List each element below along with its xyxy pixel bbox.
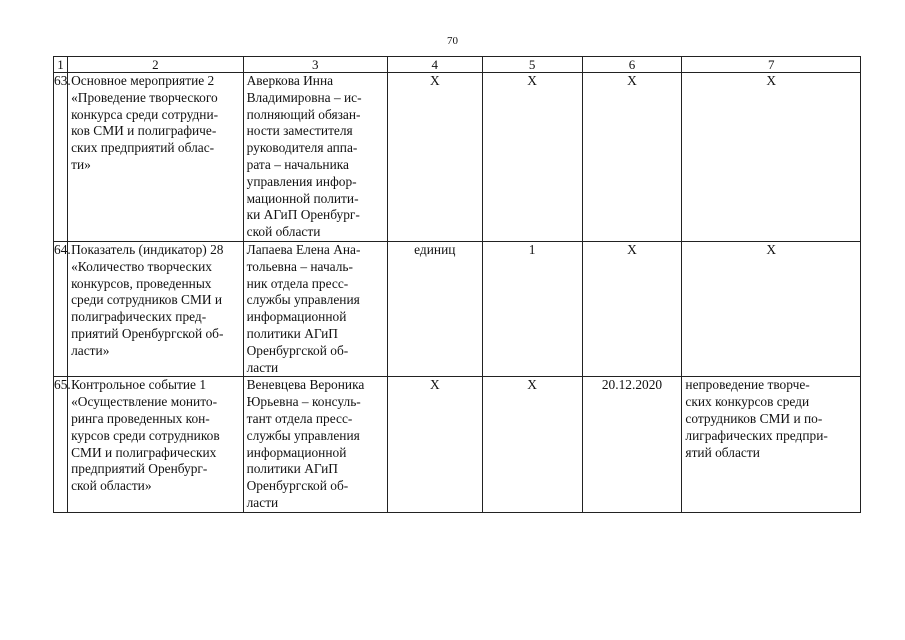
row-col5-cell: 1 bbox=[482, 241, 582, 376]
row-name-cell: Показатель (индикатор) 28 «Количество творческих конкурсов, проведенных среди сотрудников СМИ и полиграфических пред- приятий Оренбургской об- ласти» bbox=[68, 241, 244, 376]
row-col7-cell: непроведение творче- ских конкурсов среди сотрудников СМИ и по- лиграфических предпри- ятий области bbox=[682, 377, 861, 512]
column-header: 5 bbox=[482, 57, 582, 73]
row-name-cell: Основное мероприятие 2 «Проведение творческого конкурса среди сотрудни- ков СМИ и полиграфиче- ских предприятий облас- ти» bbox=[68, 73, 244, 242]
row-col6-cell: 20.12.2020 bbox=[582, 377, 682, 512]
header-row bbox=[54, 57, 861, 73]
row-col4-cell: единиц bbox=[387, 241, 482, 376]
row-col5-cell: Х bbox=[482, 73, 582, 242]
row-name-cell: Контрольное событие 1 «Осуществление монито- ринга проведенных кон- курсов среди сотрудников СМИ и полиграфических предприятий Оренбург- ской области» bbox=[68, 377, 244, 512]
row-number: 63. bbox=[54, 73, 68, 242]
table-row bbox=[54, 73, 861, 242]
row-col6-cell: Х bbox=[582, 241, 682, 376]
row-number: 64. bbox=[54, 241, 68, 376]
table-row bbox=[54, 241, 861, 376]
column-header: 4 bbox=[387, 57, 482, 73]
column-header: 6 bbox=[582, 57, 682, 73]
table-row bbox=[54, 377, 861, 512]
column-header: 7 bbox=[682, 57, 861, 73]
row-col4-cell: Х bbox=[387, 377, 482, 512]
page-number: 70 bbox=[447, 35, 458, 47]
row-col7-cell: Х bbox=[682, 73, 861, 242]
column-header: 2 bbox=[68, 57, 244, 73]
row-responsible-cell: Лапаева Елена Ана- тольевна – началь- ник отдела пресс- службы управления информационной политики АГиП Оренбургской об- ласти bbox=[243, 241, 387, 376]
row-col6-cell: Х bbox=[582, 73, 682, 242]
row-col7-cell: Х bbox=[682, 241, 861, 376]
column-header: 1 bbox=[54, 57, 68, 73]
row-responsible-cell: Аверкова Инна Владимировна – ис- полняющий обязан- ности заместителя руководителя аппа- рата – начальника управления инфор- мационной полити- ки АГиП Оренбург- ской области bbox=[243, 73, 387, 242]
column-header: 3 bbox=[243, 57, 387, 73]
row-responsible-cell: Веневцева Вероника Юрьевна – консуль- тант отдела пресс- службы управления информационной политики АГиП Оренбургской об- ласти bbox=[243, 377, 387, 512]
row-col5-cell: Х bbox=[482, 377, 582, 512]
data-table bbox=[53, 56, 861, 513]
row-col4-cell: Х bbox=[387, 73, 482, 242]
row-number: 65. bbox=[54, 377, 68, 512]
